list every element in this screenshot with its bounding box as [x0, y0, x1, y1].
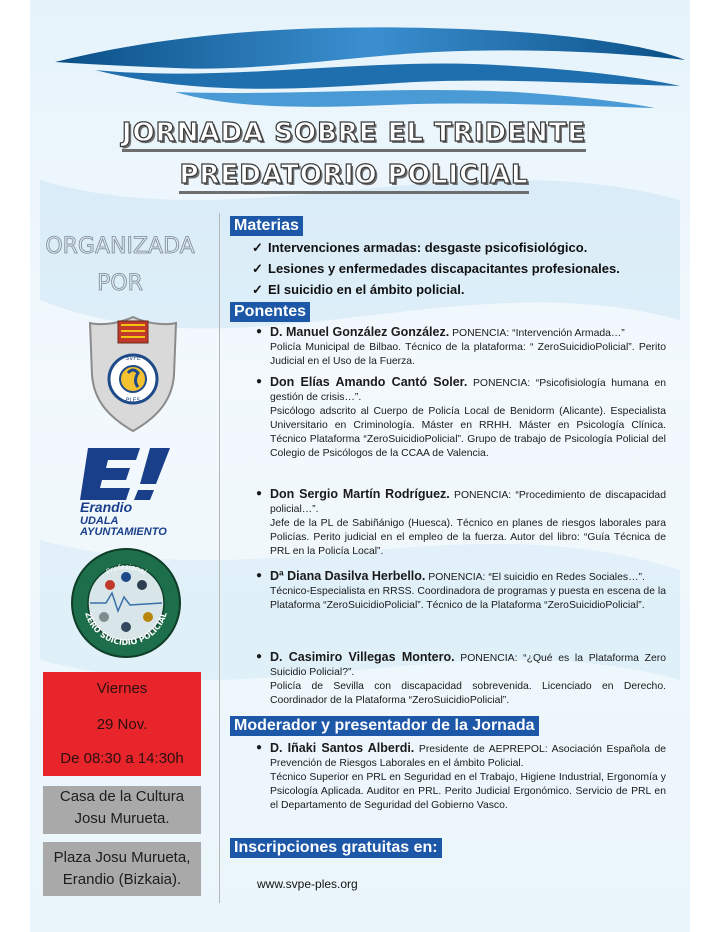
materia-item: ✓ El suicidio en el ámbito policial.	[252, 282, 465, 297]
title-text-2: PREDATORIO POLICIAL	[179, 160, 528, 194]
moderador-item	[256, 741, 666, 813]
address-line-2: Erandio (Bizkaia).	[62, 871, 182, 888]
materia-item: ✓ Intervenciones armadas: desgaste psicofisiológico.	[252, 240, 588, 255]
column-divider	[219, 213, 220, 903]
ponente-name: Don Sergio Martín Rodríguez.	[270, 487, 450, 501]
materias-heading: Materias	[230, 216, 303, 236]
por-label: POR	[97, 271, 143, 296]
venue-line-1: Casa de la Cultura	[59, 788, 185, 805]
erandio-e-icon	[78, 446, 188, 502]
address-box	[43, 842, 201, 896]
udala-text: UDALA	[80, 515, 119, 527]
ponente-name: Don Elías Amando Cantó Soler.	[270, 375, 468, 389]
ponente-item	[256, 650, 666, 708]
ponente-ponencia: PONENCIA: “Procedimiento de discapacidad policial…”.	[270, 490, 666, 515]
date-box	[43, 672, 201, 776]
moderador-bio: Técnico Superior en PRL en Seguridad en el Trabajo, Higiene Industrial, Ergonomía y Psicología Aplicada. Auditor en PRL. Perito Judicial Ergonómico. Servicio de PRL en el Departamento de Seguridad del Gobierno Vasco.	[270, 772, 666, 811]
ponente-item	[256, 487, 666, 559]
address-line-1: Plaza Josu Murueta,	[53, 849, 191, 866]
checkmark-icon: ✓	[252, 282, 263, 297]
ponente-item	[256, 325, 666, 369]
ponente-ponencia: PONENCIA: “El suicidio en Redes Sociales…”.	[428, 572, 645, 583]
svg-text:PLES: PLES	[125, 397, 141, 404]
event-time: De 08:30 a 14:30h	[60, 750, 184, 767]
ponente-ponencia: PONENCIA: “Intervención Armada…”	[452, 328, 625, 339]
moderador-role: Presidente de AEPREPOL: Asociación Española de Prevención de Riesgos Laborales en el ámbito Policial.	[270, 744, 666, 769]
trident-wave-icon	[55, 12, 685, 122]
ponente-name: Dª Diana Dasilva Herbello.	[270, 569, 426, 583]
ponente-bio: Policía Municipal de Bilbao. Técnico de la plataforma: “ ZeroSuicidioPolicial”. Perito Judicial en el Uso de la Fuerza.	[270, 342, 666, 367]
materia-item: ✓ Lesiones y enfermedades discapacitantes profesionales.	[252, 261, 620, 276]
checkmark-icon: ✓	[252, 261, 263, 276]
venue-box	[43, 786, 201, 834]
title-line-1	[0, 118, 708, 152]
moderador-name: D. Iñaki Santos Alberdi.	[270, 741, 415, 755]
svpe-ples-shield-logo	[88, 315, 178, 433]
ponente-item	[256, 569, 666, 613]
svg-text:SVPE: SVPE	[125, 355, 141, 362]
bullet-icon: ●	[256, 326, 263, 337]
zs-bottom-text: ZERO SUICIDIO POLICIAL	[83, 610, 169, 648]
bullet-icon: ●	[256, 376, 263, 387]
bullet-icon: ●	[256, 651, 263, 662]
moderador-heading: Moderador y presentador de la Jornada	[230, 716, 539, 736]
title-text-1: JORNADA SOBRE EL TRIDENTE	[122, 118, 586, 152]
ponente-bio: Jefe de la PL de Sabiñánigo (Huesca). Técnico en planes de riesgos laborales para Policías. Perito judicial en el empleo de la fuerza. Autor del libro: “Guía Técnica de PRL en la Policía Local”.	[270, 518, 666, 557]
ponente-bio: Técnico-Especialista en RRSS. Coordinadora de programas y puesta en escena de la Plataforma “ZeroSuicidioPolicial”. Técnico de la Plataforma “ZeroSuicidioPolicial”.	[270, 586, 666, 611]
ponente-bio: Psicólogo adscrito al Cuerpo de Policía Local de Benidorm (Alicante). Especialista Universitario en Criminología. Máster en RRHH. Máster en Psicología Clínica. Técnico Plataforma “ZeroSuicidioPolicial”. Grupo de trabajo de Psicología Policial del Colegio de Psicólogos de la CCAA de Valencia.	[270, 406, 666, 459]
ayuntamiento-text: AYUNTAMIENTO	[80, 526, 167, 538]
ponentes-heading: Ponentes	[230, 302, 310, 322]
ponente-item	[256, 375, 666, 461]
ponente-name: D. Casimiro Villegas Montero.	[270, 650, 455, 664]
ponente-ponencia: PONENCIA: “¿Qué es la Plataforma Zero Suicidio Policial?”.	[270, 653, 666, 678]
event-date: 29 Nov.	[96, 716, 148, 733]
event-day: Viernes	[96, 680, 148, 697]
organizada-label: ORGANIZADA	[45, 234, 195, 259]
ponente-ponencia: PONENCIA: “Psicofisiología humana en gestión de crisis…”.	[270, 378, 667, 403]
zs-top-text: Profesional	[104, 562, 148, 577]
bullet-icon: ●	[256, 742, 263, 753]
ponente-name: D. Manuel González González.	[270, 325, 450, 339]
website-link[interactable]: www.svpe-ples.org	[257, 877, 358, 891]
venue-line-2: Josu Murueta.	[74, 810, 170, 827]
title-line-2	[0, 160, 708, 194]
inscripciones-heading: Inscripciones gratuitas en:	[230, 838, 442, 858]
bullet-icon: ●	[256, 570, 263, 581]
erandio-logo	[78, 446, 188, 502]
bullet-icon: ●	[256, 488, 263, 499]
zero-suicidio-policial-logo	[70, 547, 182, 659]
ponente-bio: Policía de Sevilla con discapacidad sobrevenida. Licenciado en Derecho. Coordinador de la Plataforma “ZeroSuicidioPolicial”.	[270, 681, 666, 706]
erandio-name: Erandio	[80, 499, 133, 515]
erandio-udala	[80, 516, 167, 538]
checkmark-icon: ✓	[252, 240, 263, 255]
